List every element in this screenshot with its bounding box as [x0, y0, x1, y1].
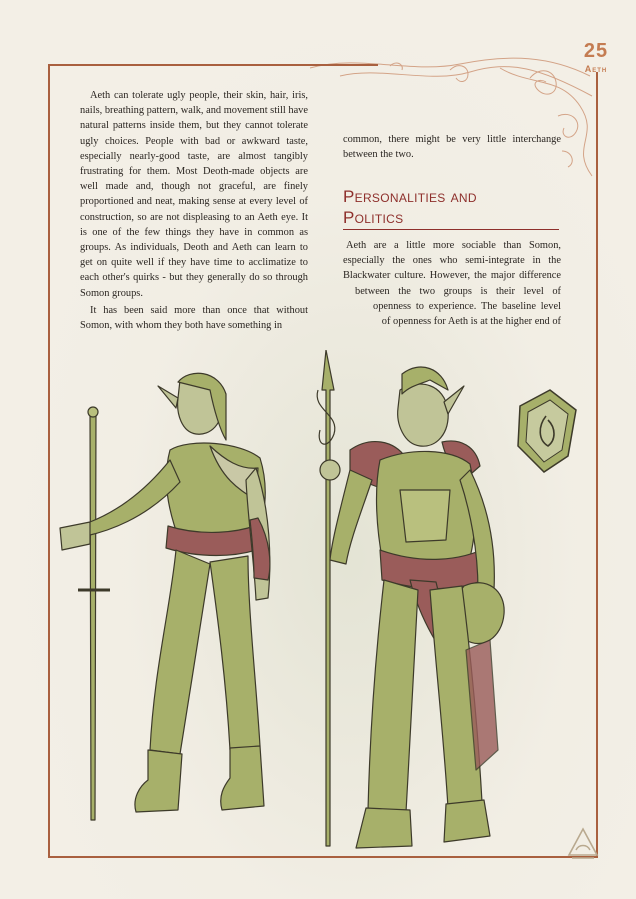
paragraph: Aeth can tolerate ugly people, their skin, hair, iris, nails, breathing pattern, walk, and movement still have natural patterns inside them, but they cannot tolerate ugly choices. People with bad or awkward taste, especially nearly-good taste, are almost tangibly frustrating for them. Most Deoth-made objects are well made and, though not graceful, are finely proportioned and neat, making sense at every level of construction, so are not displeasing to an Aeth eye. It is one of the few things they have in common as groups. As individuals, Deoth and Aeth can learn to get on quite well if they have time to acclimatize to each other's quirks - but they generally do so through Somon groups.	[80, 90, 308, 299]
frame-top	[48, 64, 378, 66]
heading-line: Politics	[343, 208, 404, 227]
paragraph: common, there might be very little interchange between the two.	[343, 134, 561, 161]
text-line: of openness for Aeth is at the higher end of	[381, 316, 561, 328]
running-head: Aeth	[584, 64, 608, 74]
text-line: between the two groups is their level of	[355, 285, 561, 297]
heading-line: Personalities and	[343, 187, 477, 206]
elf-figure-with-spear	[317, 350, 504, 848]
right-column-body	[343, 238, 561, 329]
frame-right	[596, 72, 598, 858]
publisher-logo-icon	[566, 826, 600, 860]
elf-figure-with-sword	[60, 373, 270, 820]
heading-rule	[343, 229, 559, 230]
text-line: Aeth are a little more sociable than Somon,	[346, 240, 561, 251]
right-column-continuation	[343, 132, 561, 162]
shield-emblem-icon	[510, 386, 582, 476]
paragraph: It has been said more than once that without Somon, with whom they both have something in	[80, 304, 308, 332]
text-line: openness to experience. The baseline level	[373, 300, 561, 312]
section-heading	[343, 186, 561, 228]
page-number: 25	[583, 40, 609, 62]
frame-bottom	[48, 856, 598, 858]
text-line: Blackwater culture. However, the major difference	[343, 270, 561, 282]
corner-ornament	[300, 56, 600, 186]
left-column	[80, 88, 308, 333]
text-line: especially the ones who semi-integrate in the	[343, 255, 561, 267]
